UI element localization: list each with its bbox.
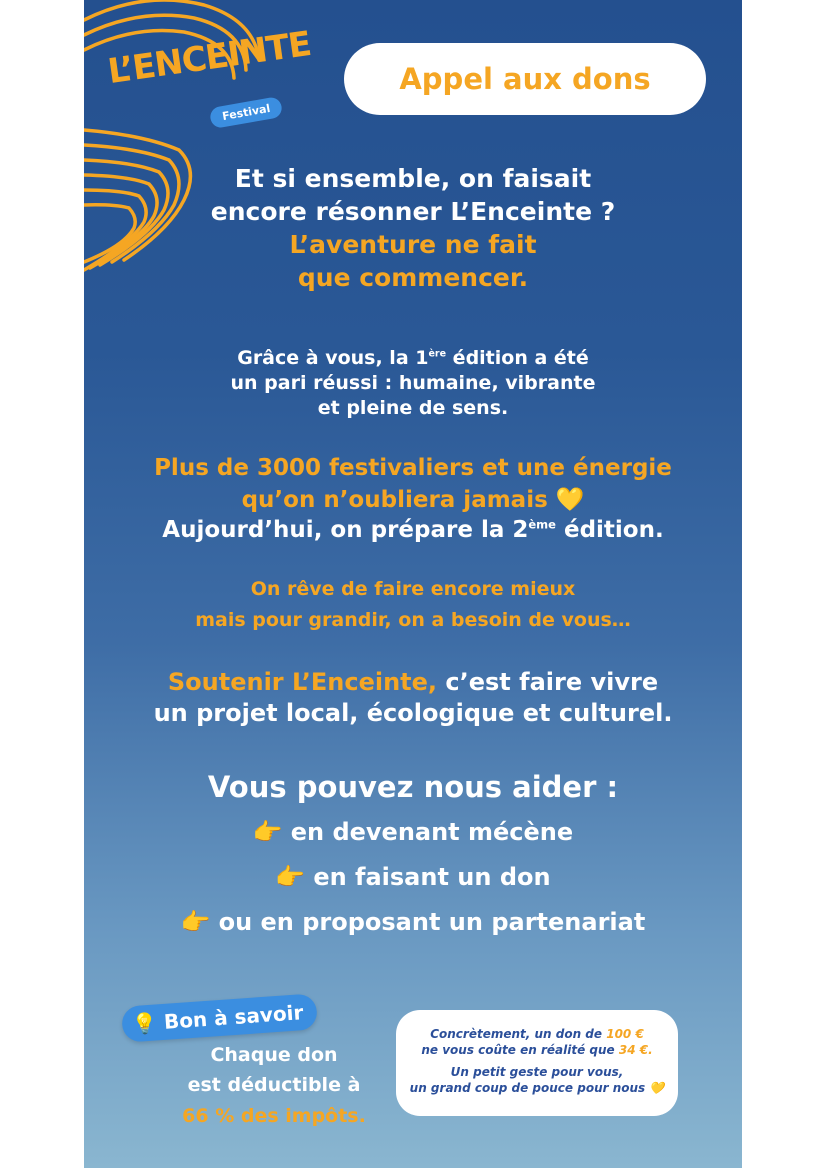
lightbulb-icon: 💡	[131, 1010, 158, 1037]
stats-line-3	[84, 517, 742, 543]
info-line-1-b: 100 €	[606, 1027, 644, 1041]
info-line-4	[396, 1081, 678, 1095]
donation-call-button[interactable]: Appel aux dons	[344, 43, 706, 115]
pointing-hand-icon: 👉	[180, 908, 211, 936]
festival-logo-title: L’ENCEINTE	[105, 23, 314, 92]
help-item-1	[84, 818, 742, 846]
thanks-line-1-a: Grâce à vous, la 1	[237, 347, 429, 369]
intro-line-4: que commencer.	[297, 263, 529, 292]
thanks-line-3: et pleine de sens.	[317, 397, 509, 419]
support-line-1-orange: Soutenir L’Enceinte,	[167, 668, 438, 696]
stats-line-3-b: édition.	[555, 517, 664, 543]
thanks-line-2: un pari réussi : humaine, vibrante	[230, 372, 596, 394]
info-line-2-a: ne vous coûte en réalité que	[421, 1043, 619, 1057]
stats-line-2-text: qu’on n’oubliera jamais	[241, 487, 548, 513]
info-line-1	[396, 1027, 678, 1041]
support-line-1	[84, 668, 742, 696]
pointing-hand-icon: 👉	[252, 818, 283, 846]
help-item-1-label: en devenant mécène	[290, 818, 574, 846]
support-line-1-white: c’est faire vivre	[437, 668, 659, 696]
help-title: Vous pouvez nous aider :	[207, 770, 619, 804]
dream-line-1: On rêve de faire encore mieux	[250, 578, 576, 600]
help-item-3	[84, 908, 742, 936]
info-line-4-text: un grand coup de pouce pour nous	[409, 1081, 646, 1095]
info-line-2	[396, 1043, 678, 1057]
dream-line-2: mais pour grandir, on a besoin de vous…	[195, 609, 631, 631]
help-item-2-label: en faisant un don	[313, 863, 551, 891]
support-line-2: un projet local, écologique et culturel.	[153, 699, 673, 727]
good-to-know-badge	[121, 993, 318, 1043]
pointing-hand-icon: 👉	[275, 863, 306, 891]
tip-line-3: 66 % des impôts.	[182, 1105, 366, 1127]
donation-info-box	[396, 1010, 678, 1116]
intro-line-1: Et si ensemble, on faisait	[234, 164, 592, 193]
stats-line-3-a: Aujourd’hui, on prépare la 2	[162, 517, 529, 543]
info-line-2-b: 34 €.	[618, 1043, 653, 1057]
tip-line-2: est déductible à	[187, 1074, 361, 1096]
help-item-2	[84, 863, 742, 891]
info-line-3: Un petit geste pour vous,	[450, 1065, 624, 1079]
stats-line-3-sup: ème	[528, 517, 556, 532]
good-to-know-label: Bon à savoir	[163, 1000, 305, 1034]
thanks-line-1-sup: ère	[428, 348, 447, 360]
intro-line-3: L’aventure ne fait	[289, 230, 537, 259]
info-line-1-a: Concrètement, un don de	[430, 1027, 607, 1041]
thanks-line-1-b: édition a été	[446, 347, 589, 369]
stats-line-1: Plus de 3000 festivaliers et une énergie	[154, 455, 672, 481]
help-item-3-label: ou en proposant un partenariat	[218, 908, 646, 936]
festival-badge: Festival	[209, 96, 284, 129]
heart-icon: 💛	[649, 1081, 665, 1095]
intro-line-2: encore résonner L’Enceinte ?	[210, 197, 616, 226]
donation-poster	[84, 0, 742, 1168]
heart-icon: 💛	[555, 487, 585, 513]
thanks-line-1	[84, 347, 742, 369]
stats-line-2	[84, 486, 742, 513]
tip-line-1: Chaque don	[210, 1044, 338, 1066]
